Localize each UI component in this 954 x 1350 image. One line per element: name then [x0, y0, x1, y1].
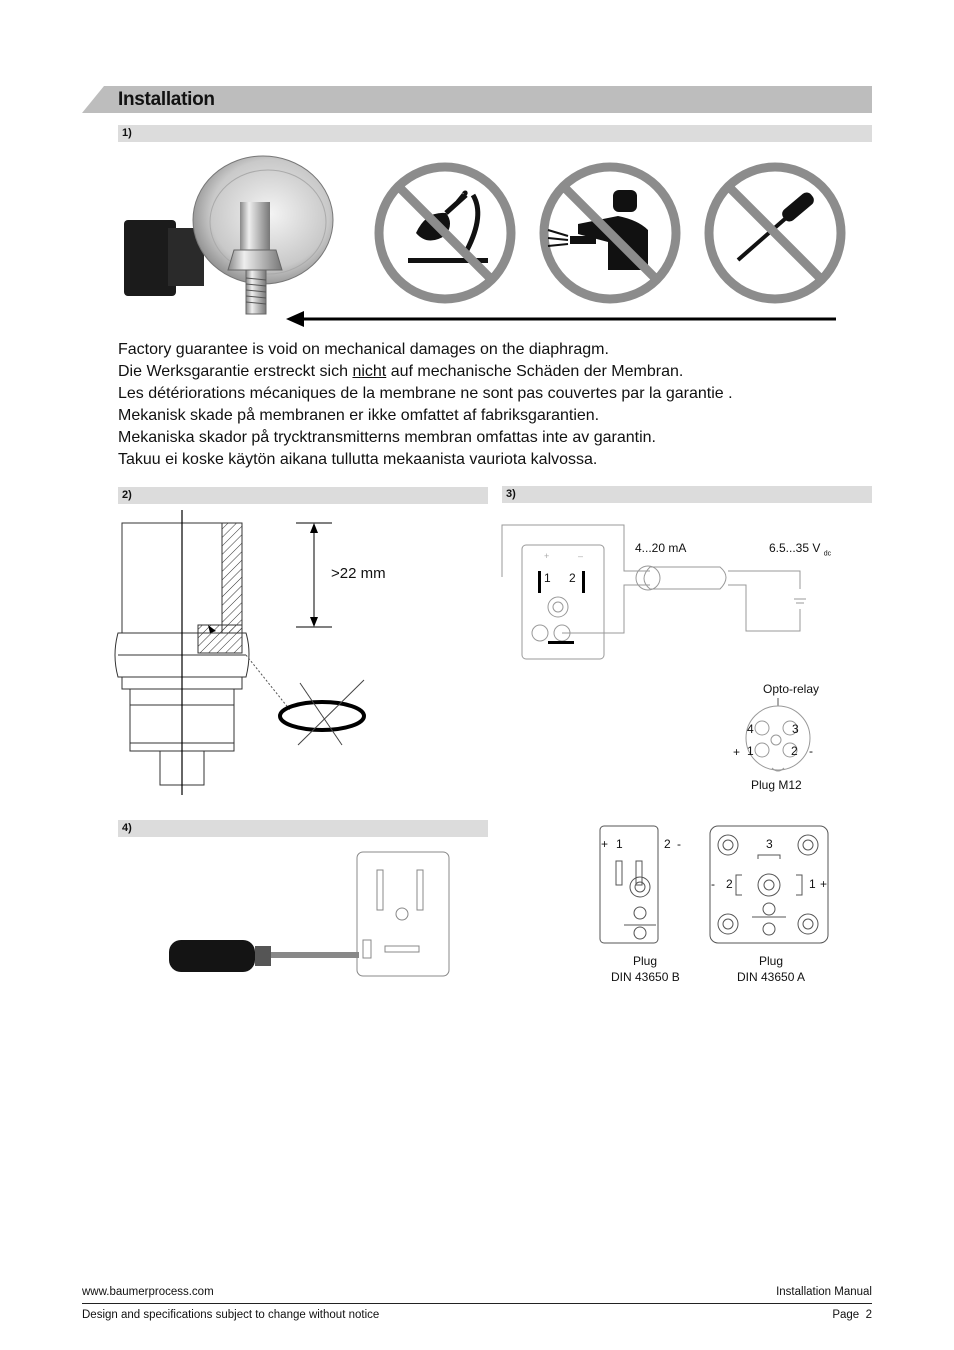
page-title: Installation: [118, 89, 215, 110]
din-b-label-2: DIN 43650 B: [611, 970, 680, 984]
m12-plus: +: [733, 745, 741, 759]
din-b-pin-1: 1: [616, 837, 623, 851]
m12-pin-1: 1: [747, 744, 754, 758]
current-range: 4...20 mA: [635, 541, 687, 555]
screwdriver-opening-illustration: [165, 850, 455, 980]
footer-website: www.baumerprocess.com: [82, 1286, 214, 1298]
m12-pin-4: 4: [747, 722, 754, 736]
no-screwdriver-icon: [709, 167, 841, 299]
footer-manual-title: Installation Manual: [776, 1286, 872, 1298]
din-a-pin-1: 1: [809, 877, 816, 891]
din-a-label-1: Plug: [759, 954, 784, 968]
m12-minus: -: [809, 744, 813, 758]
supply-voltage: 6.5...35 V $_{dc}$: [769, 541, 832, 558]
guarantee-fr: Les détériorations mécaniques de la membrane ne sont pas couvertes par la garantie .: [118, 385, 733, 402]
connector-pin-2: 2: [569, 571, 576, 585]
opto-relay-label: Opto-relay: [763, 682, 820, 696]
no-pressure-washing-icon: [544, 167, 676, 299]
footer-page-number: Page 2: [832, 1309, 872, 1321]
svg-text:+: +: [544, 551, 550, 561]
guarantee-de: Die Werksgarantie erstreckt sich nicht auf mechanische Schäden der Membran.: [118, 363, 684, 380]
din-a-plus: +: [820, 877, 828, 891]
section-4-bar: [118, 820, 488, 837]
section-3-label: 3): [506, 488, 516, 500]
section-1-label: 1): [122, 127, 132, 139]
section-2-label: 2): [122, 489, 132, 501]
m12-pin-3: 3: [792, 722, 799, 736]
din-a-pin-3: 3: [766, 837, 773, 851]
m12-pin-2: 2: [791, 744, 798, 758]
din-a-minus: -: [711, 877, 715, 891]
guarantee-fi: Takuu ei koske käytön aikana tullutta mekaanista vauriota kalvossa.: [118, 451, 598, 468]
min-thread-dimension: >22 mm: [331, 565, 386, 582]
section-3-bar: [502, 486, 872, 503]
section-1-bar: [118, 125, 872, 142]
section-4-label: 4): [122, 822, 132, 834]
guarantee-da: Mekanisk skade på membranen er ikke omfattet af fabriksgarantien.: [118, 407, 600, 424]
m12-plug-face: [738, 698, 818, 778]
footer-notice: Design and specifications subject to change without notice: [82, 1309, 380, 1321]
guarantee-notice: [118, 339, 733, 471]
guarantee-sv: Mekaniska skador på trycktransmitterns membran omfattas inte av garantin.: [118, 429, 656, 446]
guarantee-en: Factory guarantee is void on mechanical damages on the diaphragm.: [118, 341, 609, 358]
thread-seal-drawing: [110, 505, 380, 795]
pressure-transmitter-image: [124, 156, 333, 314]
din-a-label-2: DIN 43650 A: [737, 970, 806, 984]
din-a-pin-2: 2: [726, 877, 733, 891]
din-b-pin-2: 2: [664, 837, 671, 851]
diaphragm-warning-illustration: [118, 150, 848, 330]
din-b-minus: -: [677, 837, 681, 851]
footer-divider: [82, 1303, 872, 1304]
section-2-bar: [118, 487, 488, 504]
din-b-label-1: Plug: [633, 954, 658, 968]
din-b-plus: +: [601, 837, 609, 851]
m12-plug-label: Plug M12: [751, 778, 802, 792]
wiring-diagram: [500, 515, 840, 665]
connector-pin-1: 1: [544, 571, 551, 585]
no-grinding-icon: [379, 167, 511, 299]
svg-text:–: –: [578, 551, 584, 561]
